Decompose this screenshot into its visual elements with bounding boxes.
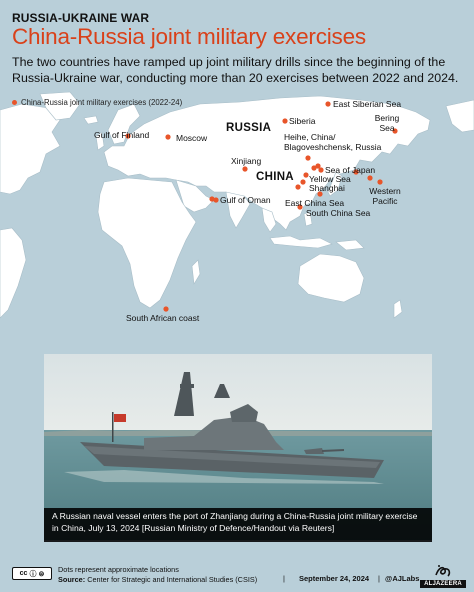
location-dot xyxy=(367,175,372,180)
aljazeera-calligraphy-icon xyxy=(433,563,453,579)
world-map xyxy=(0,90,474,390)
source-text: Center for Strategic and International Studies (CSIS) xyxy=(87,574,258,584)
kicker: RUSSIA-UKRAINE WAR xyxy=(12,11,150,25)
aljazeera-wordmark: ALJAZEERA xyxy=(420,580,466,588)
subtitle: The two countries have ramped up joint military drills since the beginning of the Russia-Ukraine war, conducting more than 20 exercises between 2022 and 2024. xyxy=(12,55,459,85)
twitter-handle: @AJLabs xyxy=(385,574,420,583)
date: September 24, 2024 xyxy=(299,574,370,583)
location-dot xyxy=(377,179,382,184)
location-dot xyxy=(305,155,310,160)
location-label: Yellow Sea xyxy=(309,174,351,184)
location-dot xyxy=(318,167,323,172)
location-label: East China Sea xyxy=(285,198,345,208)
location-dot xyxy=(295,184,300,189)
photo-caption: A Russian naval vessel enters the port of Zhanjiang during a China-Russia joint military exercise in China, July 13, 2024 [Russian Ministry of Defence/Handout via Reuters] xyxy=(44,508,432,542)
footer xyxy=(0,560,474,592)
page-title: China-Russia joint military exercises xyxy=(12,24,366,49)
cc-icon: cc xyxy=(19,570,28,577)
location-label: Western Pacific xyxy=(369,186,401,206)
location-dot xyxy=(300,179,305,184)
location-label: South African coast xyxy=(126,313,200,323)
location-label: Gulf of Oman xyxy=(220,195,271,205)
location-label: Heihe, China/ Blagoveshchensk, Russia xyxy=(284,132,382,152)
country-label-china: CHINA xyxy=(256,171,294,183)
location-dot xyxy=(165,134,170,139)
separator: | xyxy=(283,574,285,583)
location-dot xyxy=(163,306,168,311)
legend-label: China-Russia joint military exercises (2022-24) xyxy=(21,98,183,107)
country-label-russia: RUSSIA xyxy=(226,122,272,134)
legend-dot xyxy=(12,100,17,105)
by-icon: ⓘ xyxy=(29,570,37,578)
location-dot xyxy=(242,166,247,171)
separator: | xyxy=(378,574,380,583)
location-dot xyxy=(282,118,287,123)
location-label: Moscow xyxy=(176,133,208,143)
aljazeera-logo xyxy=(420,563,466,589)
location-dot xyxy=(303,172,308,177)
source-label: Source: xyxy=(58,574,86,584)
location-label: Sea of Japan xyxy=(325,165,376,175)
map-legend xyxy=(12,98,182,107)
location-label: Shanghai xyxy=(309,183,345,193)
location-label: East Siberian Sea xyxy=(333,99,402,109)
footer-note xyxy=(58,565,257,584)
location-dot xyxy=(325,101,330,106)
creative-commons-badge xyxy=(12,567,52,580)
location-dot xyxy=(213,197,218,202)
location-label: Siberia xyxy=(289,116,316,126)
nc-icon: ⊜ xyxy=(38,570,45,578)
location-label: Bering Sea xyxy=(374,113,400,133)
location-label: Gulf of Finland xyxy=(94,130,150,140)
dots-note: Dots represent approximate locations xyxy=(58,565,179,574)
location-label: Xinjiang xyxy=(231,156,262,166)
location-label: South China Sea xyxy=(306,208,371,218)
